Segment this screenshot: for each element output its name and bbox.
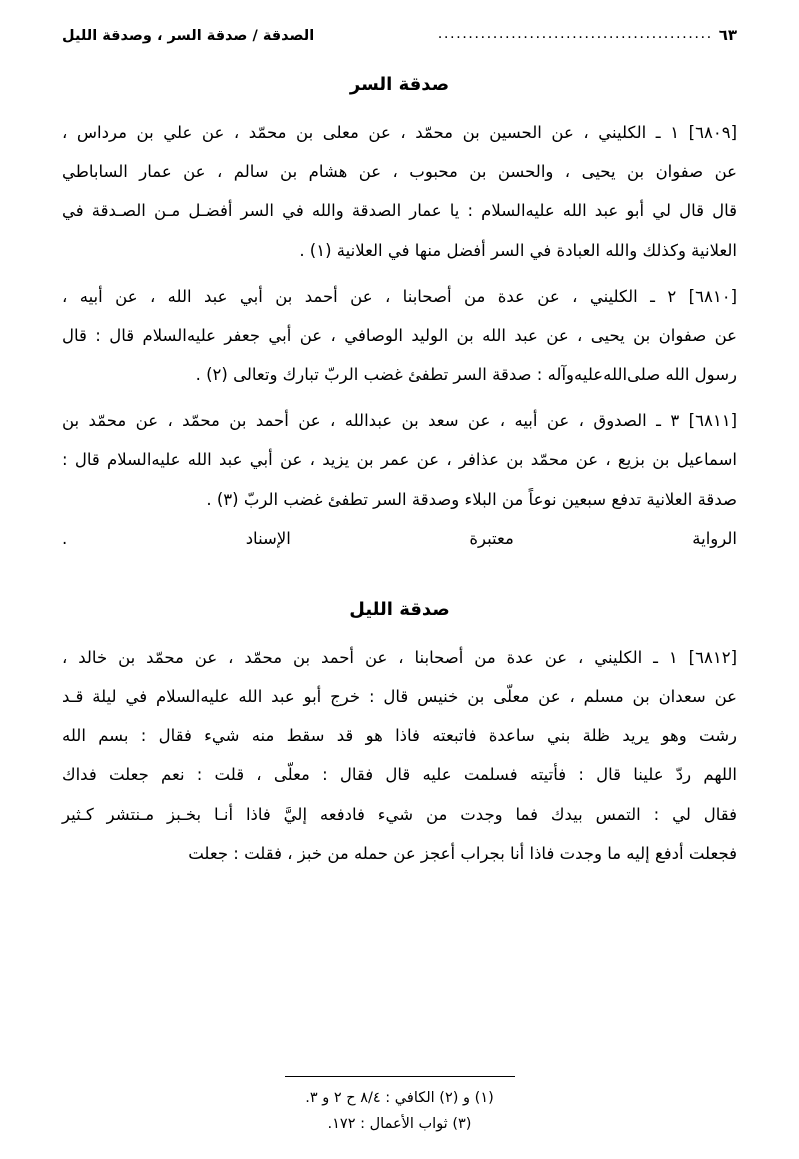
hadith-line: العلانية وكذلك والله العبادة في السر أفضل منها في العلانية (١) . [299,240,737,260]
header-title: الصدقة / صدقة السر ، وصدقة الليل [62,28,315,44]
hadith-entry [62,117,737,267]
section-title-sadaqat-al-layl: صدقة الليل [349,598,450,620]
hadith-line: [٦٨١٠] ٢ ـ الكليني ، عن عدة من أصحابنا ، عن أحمد بن أبي عبد الله ، عن أبيه ، [62,286,737,306]
hadith-line: رسول الله صلى‌الله‌عليه‌وآله : صدقة السر تطفئ غضب الربّ تبارك وتعالى (٢) . [195,365,737,385]
hadith-entry [62,281,737,392]
hadith-line: عن صفوان بن يحيى ، والحسن بن محبوب ، عن هشام بن سالم ، عن عمار الساباطي [62,162,737,182]
hadith-line: صدقة العلانية تدفع سبعين نوعاً من البلاء وصدقة السر تطفئ غضب الربّ (٣) . [206,489,737,509]
footnotes [62,1076,737,1137]
hadith-line: قال قال لي أبو عبد الله عليه‌السلام : يا عمار الصدقة والله في السر أفضـل مـن الصـدقة في [62,201,737,221]
hadith-line: عن سعدان بن مسلم ، عن معلّى بن خنيس قال : خرج أبو عبد الله عليه‌السلام في ليلة قـد [62,687,737,707]
hadith-line: عن صفوان بن يحيى ، عن عبد الله بن الوليد الوصافي ، عن أبي جعفر عليه‌السلام قال : قال [62,325,737,345]
hadith-line: رشت وهو يريد ظلة بني ساعدة فاتبعته فاذا هو قد سقط منه شيء فقال : بسم الله [62,726,737,746]
hadith-line: اسماعيل بن بزيع ، عن محمّد بن عذافر ، عن عمر بن يزيد ، عن أبي عبد الله عليه‌السلام قال : [62,450,737,470]
page-number: ٦٣ [718,26,737,44]
hadith-grading-note: الرواية معتبرة الإسناد . [62,528,737,548]
page-header [62,26,737,44]
hadith-line: اللهم ردّ علينا قال : فأتيته فسلمت عليه قال فقال : معلّى ، قلت : نعم جعلت فداك [62,765,737,785]
hadith-line: [٦٨٠٩] ١ ـ الكليني ، عن الحسين بن محمّد ، عن معلى بن محمّد ، عن علي بن مرداس ، [62,123,737,142]
footnote-separator [285,1076,515,1077]
hadith-line: فقال لي : التمس بيدك فما وجدت من شيء فادفعه إليَّ فاذا أنـا بخـبز مـنتشر كـثير [62,804,737,824]
header-dot-leader: ............................................. [437,27,713,42]
section-title-sadaqat-al-sirr: صدقة السر [349,74,450,95]
hadith-line: فجعلت أدفع إليه ما وجدت فاذا أنا بجراب أعجز عن حمله من خبز ، فقلت : جعلت [188,843,737,863]
footnote-item: (٣) ثواب الأعمال : ١٧٢. [327,1115,472,1132]
hadith-entry [62,405,737,555]
hadith-line: [٦٨١١] ٣ ـ الصدوق ، عن أبيه ، عن سعد بن عبدالله ، عن أحمد بن محمّد ، عن محمّد بن [62,411,737,431]
hadith-entry [62,642,737,870]
hadith-line: [٦٨١٢] ١ ـ الكليني ، عن عدة من أصحابنا ، عن أحمد بن محمّد ، عن محمّد بن خالد ، [62,647,737,667]
footnote-item: (١) و (٢) الكافي : ٨/٤ ح ٢ و ٣. [305,1090,494,1107]
